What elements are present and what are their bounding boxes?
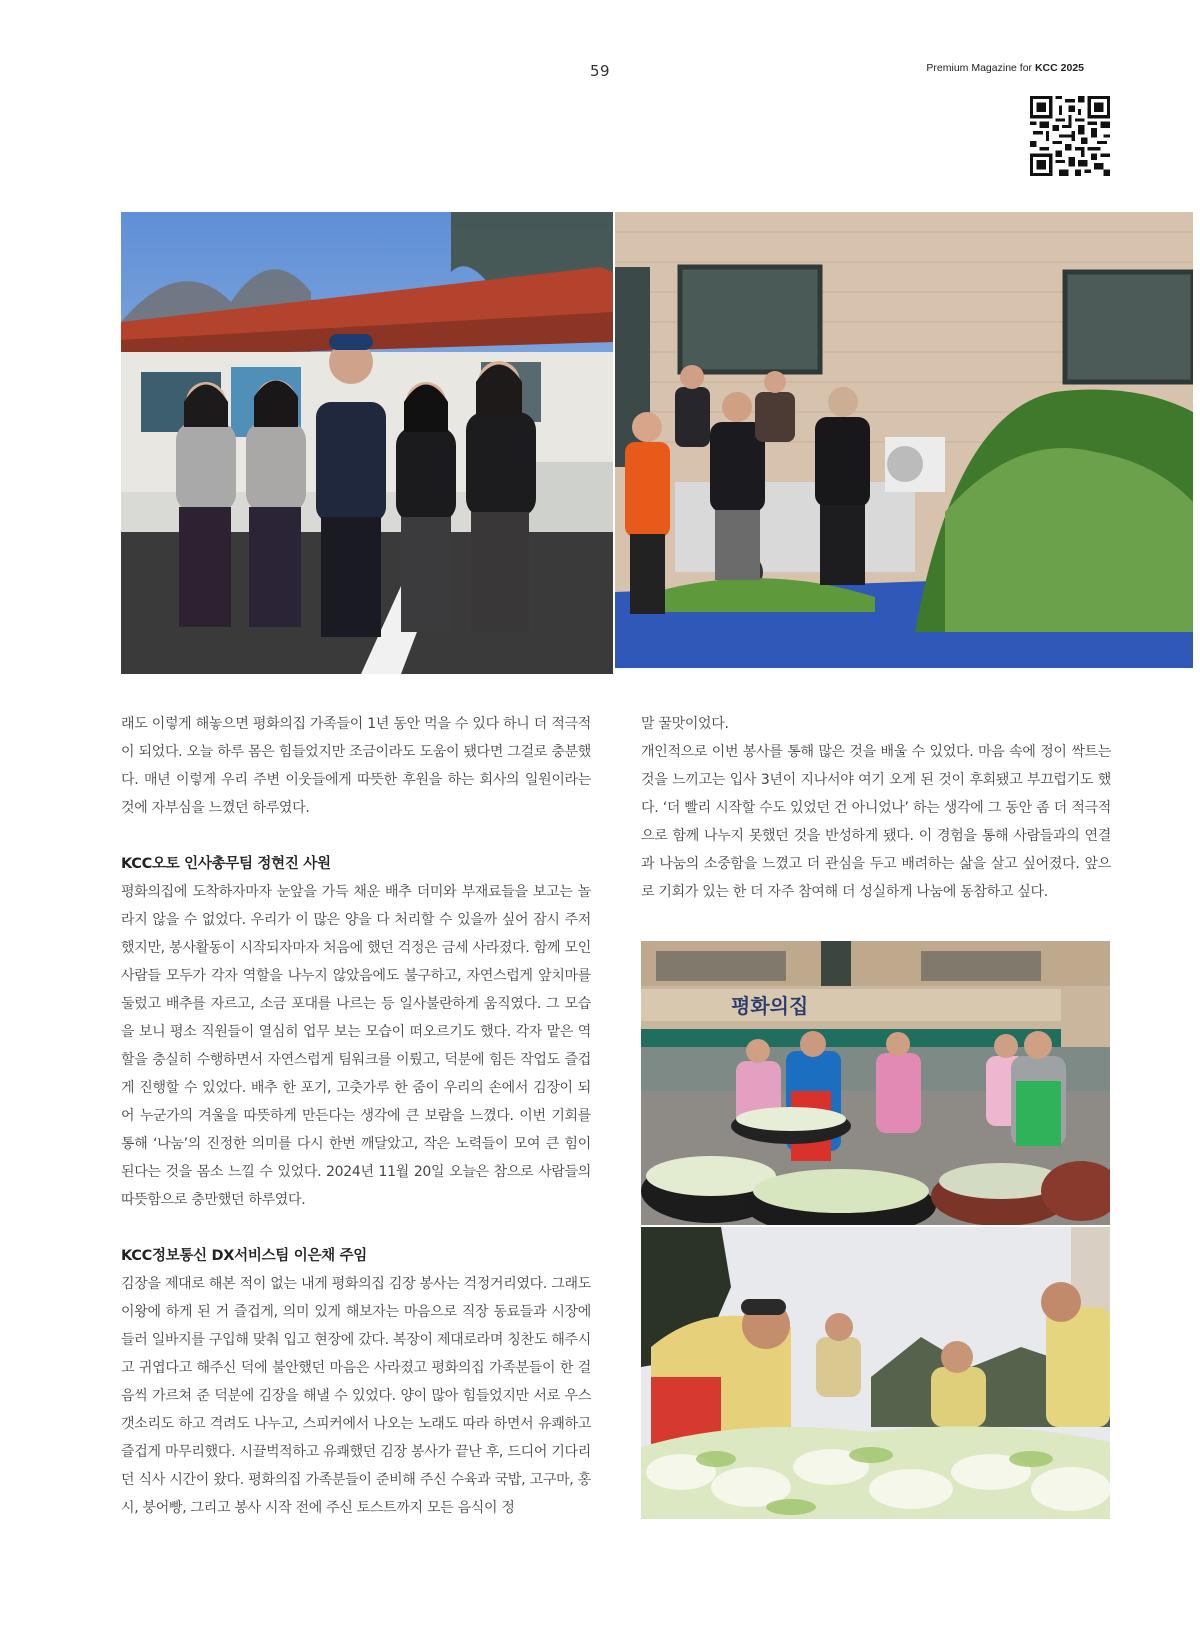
section-1-body: 평화의집에 도착하자마자 눈앞을 가득 채운 배추 더미와 부재료들을 보고는 놀라지 않을 수 없었다. 우리가 이 많은 양을 다 처리할 수 있을까 싶어 잠시 주저했지만, 봉사활동이 시작되자마자 처음에 했던 걱정은 금세 사라졌다. 함께 모인 사람들 모두가 각자 역할을 나누지 않았음에도 불구하고, 자연스럽게 앞치마를 둘렀고 배추를 자르고, 소금 포대를 나르는 등 일사불란하게 움직였다. 그 모습을 보니 평소 직원들이 열심히 업무 보는 모습이 떠오르기도 했다. 각자 맡은 역할을 충실히 수행하면서 자연스럽게 팀워크를 이뤘고, 덕분에 힘든 작업도 즐겁게 진행할 수 있었다. 배추 한 포기, 고춧가루 한 줌이 우리의 손에서 김장이 되어 누군가의 겨울을 따뜻하게 만든다는 생각에 큰 보람을 느꼈다. 이번 기회를 통해 ‘나눔’의 진정한 의미를 다시 한번 깨달았고, 작은 노력들이 모여 큰 힘이 된다는 것을 몸소 느낄 수 있었다. 2024년 11월 20일 오늘은 참으로 사람들의 따뜻함으로 충만했던 하루였다. [121,884,591,1208]
volunteers-group-photo [121,212,613,674]
kimchi-making-building-photo [641,941,1110,1225]
page-number: 59 [589,62,611,80]
left-text-column [121,710,591,1522]
section-1-title: KCC오토 인사총무팀 정현진 사원 [121,856,331,872]
kimchi-seasoning-photo [641,1227,1110,1519]
section-2-body: 김장을 제대로 해본 적이 없는 내게 평화의집 김장 봉사는 걱정거리였다. 그래도 이왕에 하게 된 거 즐겁게, 의미 있게 해보자는 마음으로 직장 동료들과 시장에 들러 일바지를 구입해 맞춰 입고 현장에 갔다. 복장이 제대로라며 칭찬도 해주시고 귀엽다고 해주신 덕에 불안했던 마음은 사라졌고 평화의집 가족분들이 한 걸음씩 가르쳐 준 덕분에 김장을 해낼 수 있었다. 양이 많아 힘들었지만 서로 우스갯소리도 하고 격려도 나누고, 스피커에서 나오는 노래도 따라 하면서 유쾌하고 즐겁게 마무리했다. 시끌벅적하고 유쾌했던 김장 봉사가 끝난 후, 드디어 기다리던 식사 시간이 왔다. 평화의집 가족분들이 준비해 주신 수육과 국밥, 고구마, 홍시, 붕어빵, 그리고 봉사 시작 전에 주신 토스트까지 모든 음식이 정 [121,1276,591,1516]
masthead-prefix: Premium Magazine for [926,62,1035,74]
section-2-title: KCC정보통신 DX서비스팀 이은채 주임 [121,1248,368,1264]
qr-code-icon[interactable] [1030,96,1110,176]
right-text-column [641,710,1111,906]
intro-paragraph: 래도 이렇게 해놓으면 평화의집 가족들이 1년 동안 먹을 수 있다 하니 더 적극적이 되었다. 오늘 하루 몸은 힘들었지만 조금이라도 도움이 됐다면 그걸로 충분했다. 매년 이렇게 우리 주변 이웃들에게 따뜻한 후원을 하는 회사의 일원이라는 것에 자부심을 느꼈던 하루였다. [121,716,591,816]
magazine-masthead [926,62,1084,74]
masthead-brand: KCC 2025 [1034,62,1084,74]
cabbage-unloading-photo [615,212,1193,668]
continuation-line: 말 꿀맛이었다. [641,716,729,732]
closing-paragraph: 개인적으로 이번 봉사를 통해 많은 것을 배울 수 있었다. 마음 속에 정이 싹트는 것을 느끼고는 입사 3년이 지나서야 여기 오게 된 것이 후회됐고 부끄럽기도 했다. ‘더 빨리 시작할 수도 있었던 건 아니었나’ 하는 생각에 그 동안 좀 더 적극적으로 함께 나누지 못했던 것을 반성하게 됐다. 이 경험을 통해 사람들과의 연결과 나눔의 소중함을 느꼈고 더 관심을 두고 배려하는 삶을 살고 싶어졌다. 앞으로 기회가 있는 한 더 자주 참여해 더 성실하게 나눔에 동참하고 싶다. [641,744,1111,900]
building-sign: 평화의집 [731,994,809,1018]
